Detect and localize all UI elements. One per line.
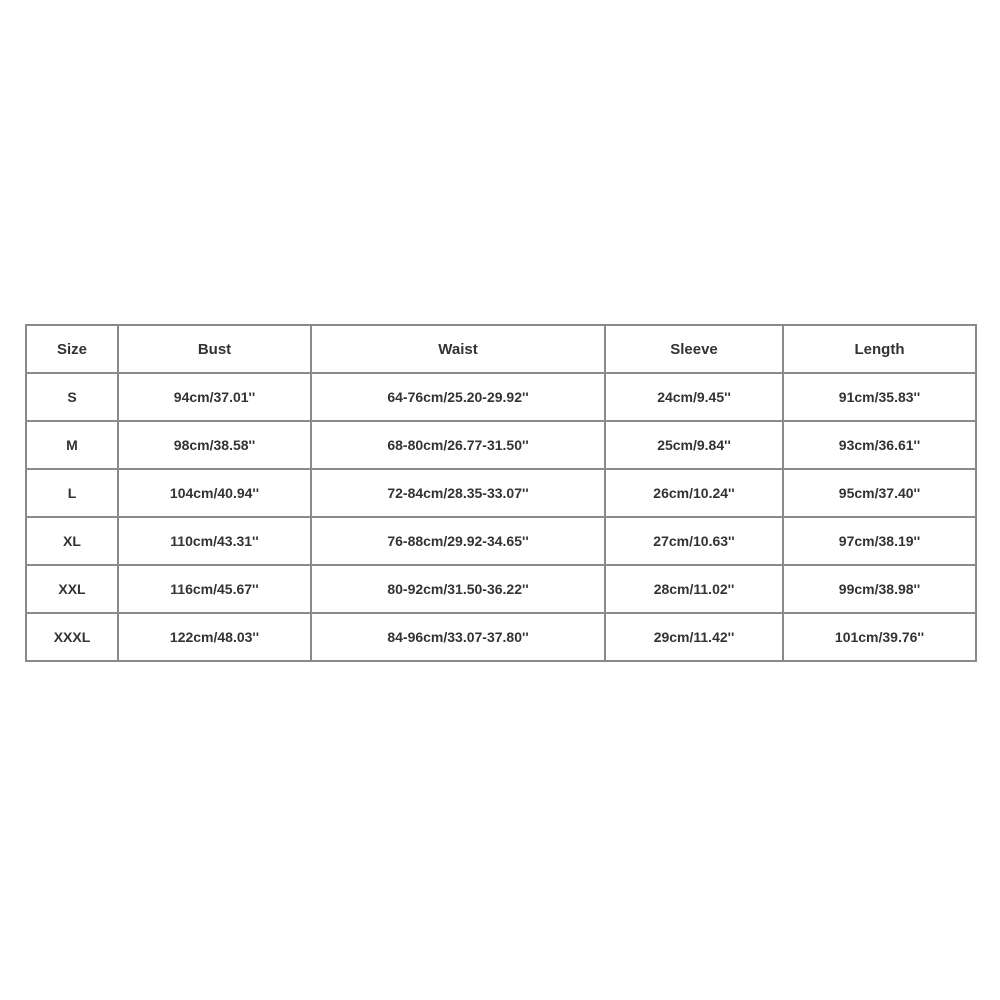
cell-sleeve: 29cm/11.42''	[605, 613, 783, 661]
cell-size: S	[26, 373, 118, 421]
cell-sleeve: 27cm/10.63''	[605, 517, 783, 565]
cell-bust: 104cm/40.94''	[118, 469, 311, 517]
cell-bust: 122cm/48.03''	[118, 613, 311, 661]
cell-size: XXXL	[26, 613, 118, 661]
cell-length: 95cm/37.40''	[783, 469, 976, 517]
cell-waist: 80-92cm/31.50-36.22''	[311, 565, 605, 613]
table-header-row	[26, 325, 976, 373]
cell-bust: 94cm/37.01''	[118, 373, 311, 421]
cell-waist: 84-96cm/33.07-37.80''	[311, 613, 605, 661]
cell-length: 101cm/39.76''	[783, 613, 976, 661]
cell-waist: 72-84cm/28.35-33.07''	[311, 469, 605, 517]
cell-bust: 110cm/43.31''	[118, 517, 311, 565]
header-length: Length	[783, 325, 976, 373]
cell-size: XXL	[26, 565, 118, 613]
cell-length: 97cm/38.19''	[783, 517, 976, 565]
table-row	[26, 517, 976, 565]
cell-size: L	[26, 469, 118, 517]
cell-sleeve: 25cm/9.84''	[605, 421, 783, 469]
size-chart-table	[25, 324, 977, 662]
cell-waist: 76-88cm/29.92-34.65''	[311, 517, 605, 565]
cell-size: M	[26, 421, 118, 469]
cell-length: 99cm/38.98''	[783, 565, 976, 613]
header-size: Size	[26, 325, 118, 373]
header-bust: Bust	[118, 325, 311, 373]
table-row	[26, 373, 976, 421]
cell-bust: 116cm/45.67''	[118, 565, 311, 613]
cell-bust: 98cm/38.58''	[118, 421, 311, 469]
table-row	[26, 565, 976, 613]
cell-length: 91cm/35.83''	[783, 373, 976, 421]
header-sleeve: Sleeve	[605, 325, 783, 373]
cell-waist: 64-76cm/25.20-29.92''	[311, 373, 605, 421]
table-row	[26, 421, 976, 469]
cell-size: XL	[26, 517, 118, 565]
cell-waist: 68-80cm/26.77-31.50''	[311, 421, 605, 469]
cell-length: 93cm/36.61''	[783, 421, 976, 469]
table-row	[26, 613, 976, 661]
header-waist: Waist	[311, 325, 605, 373]
cell-sleeve: 24cm/9.45''	[605, 373, 783, 421]
cell-sleeve: 26cm/10.24''	[605, 469, 783, 517]
cell-sleeve: 28cm/11.02''	[605, 565, 783, 613]
table-row	[26, 469, 976, 517]
